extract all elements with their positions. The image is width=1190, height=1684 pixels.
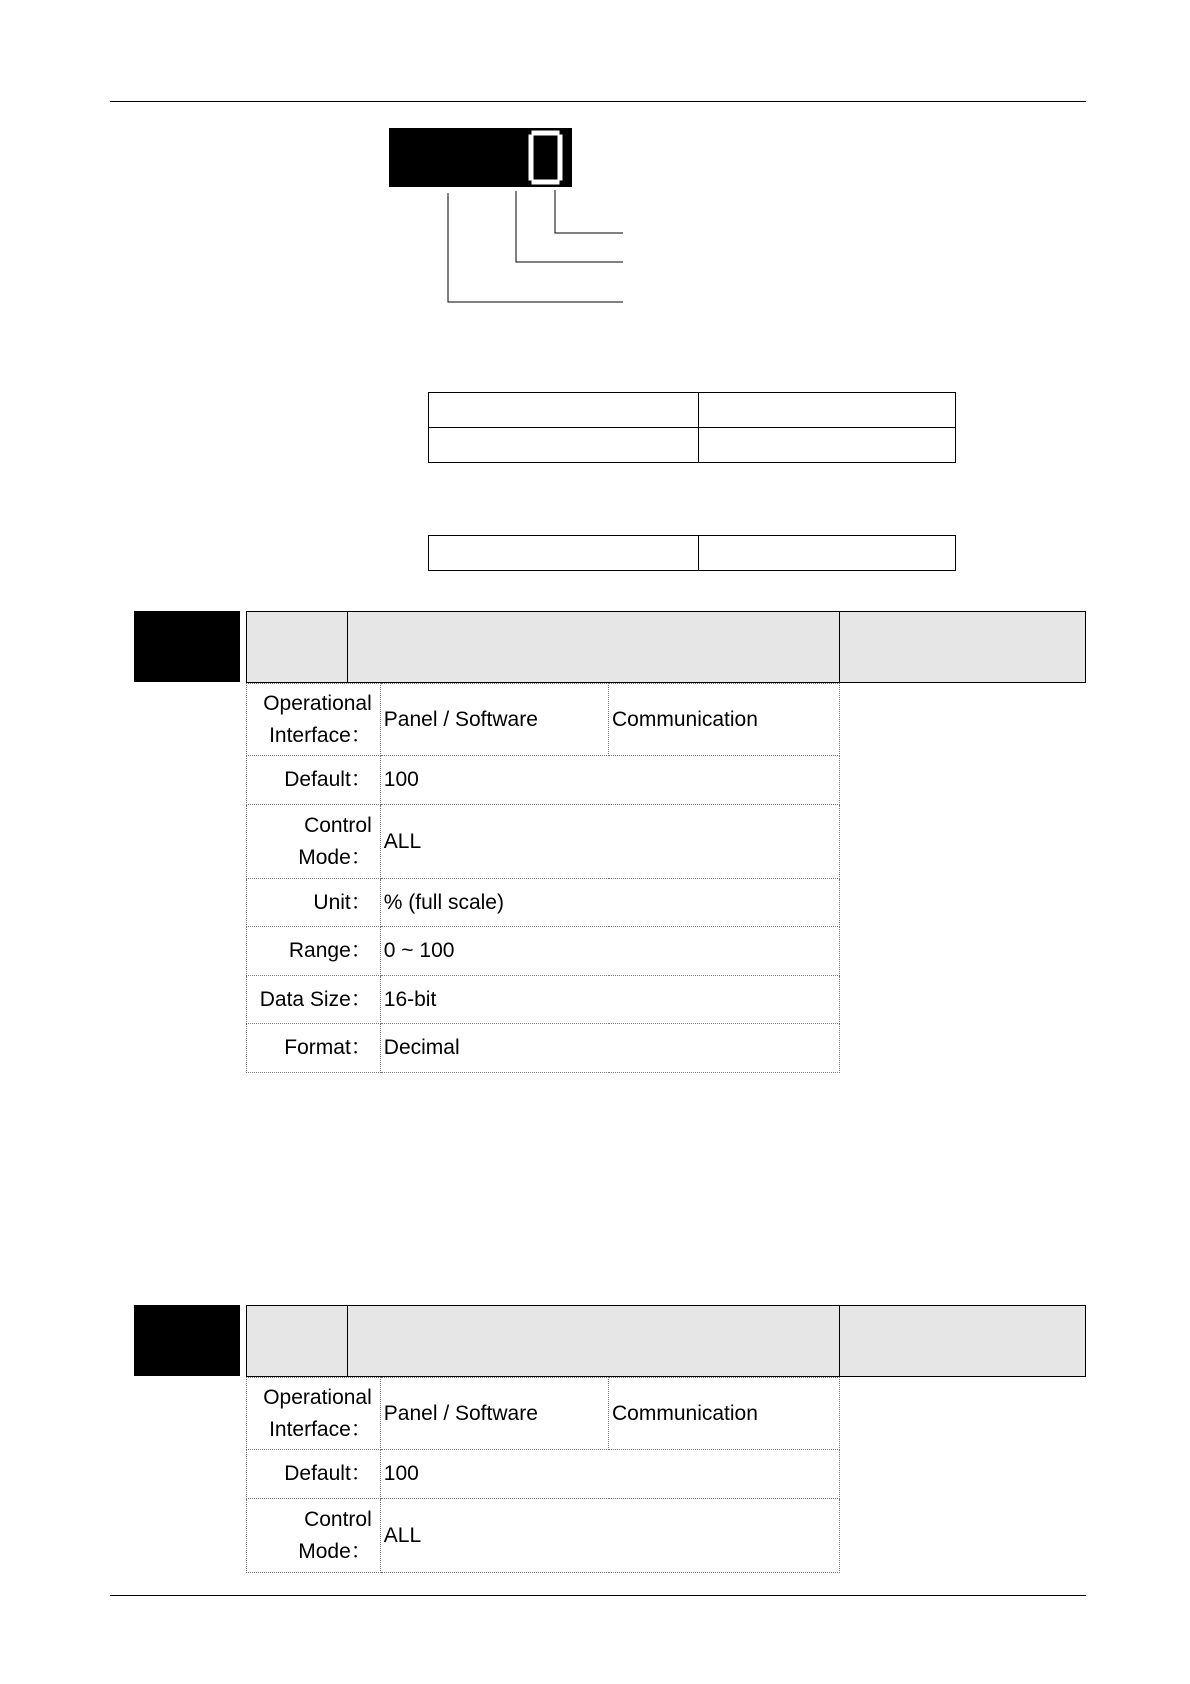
row-default xyxy=(247,1450,840,1499)
parameter-header xyxy=(246,1305,1086,1377)
default-label: Default： xyxy=(247,756,381,805)
interface-panel-value: Panel / Software xyxy=(380,1378,608,1450)
display-digit-zero xyxy=(389,128,572,187)
control-mode-label xyxy=(247,1499,381,1573)
row-operational-interface xyxy=(247,1378,840,1450)
default-label: Default： xyxy=(247,1450,381,1499)
row-range xyxy=(247,927,840,976)
unit-value: % (full scale) xyxy=(380,879,839,927)
range-label: Range： xyxy=(247,927,381,976)
row-format xyxy=(247,1024,840,1073)
row-default xyxy=(247,756,840,805)
setting-table-2 xyxy=(428,535,956,571)
footer-rule xyxy=(110,1595,1086,1596)
parameter-code-tab xyxy=(134,1305,240,1376)
control-label-line1: Control xyxy=(304,1507,372,1531)
control-label-line2: Mode： xyxy=(298,1539,372,1563)
control-mode-value: ALL xyxy=(380,805,839,879)
digit-callout-lines xyxy=(420,185,630,305)
control-label-line1: Control xyxy=(304,813,372,837)
parameter-code-tab xyxy=(134,611,240,682)
format-value: Decimal xyxy=(380,1024,839,1073)
interface-label-line2: Interface： xyxy=(269,723,372,747)
interface-comm-value: Communication xyxy=(609,684,840,756)
parameter-block-1 xyxy=(134,611,1086,1077)
interface-label-line1: Operational xyxy=(263,691,372,715)
header-rule xyxy=(110,101,1086,102)
control-label-line2: Mode： xyxy=(298,845,372,869)
interface-label xyxy=(247,684,381,756)
interface-label-line2: Interface： xyxy=(269,1417,372,1441)
data-size-value: 16-bit xyxy=(380,976,839,1024)
svg-text:0: 0 xyxy=(389,128,390,129)
format-label: Format： xyxy=(247,1024,381,1073)
interface-comm-value: Communication xyxy=(609,1378,840,1450)
control-mode-value: ALL xyxy=(380,1499,839,1573)
row-data-size xyxy=(247,976,840,1024)
default-value: 100 xyxy=(380,756,839,805)
seven-segment-display xyxy=(389,128,572,187)
interface-label xyxy=(247,1378,381,1450)
row-unit xyxy=(247,879,840,927)
control-mode-label xyxy=(247,805,381,879)
data-size-label: Data Size： xyxy=(247,976,381,1024)
parameter-table-1 xyxy=(246,683,840,1073)
setting-table-1 xyxy=(428,392,956,463)
interface-panel-value: Panel / Software xyxy=(380,684,608,756)
range-value: 0 ~ 100 xyxy=(380,927,839,976)
parameter-block-2 xyxy=(134,1305,1086,1575)
unit-label: Unit： xyxy=(247,879,381,927)
default-value: 100 xyxy=(380,1450,839,1499)
row-control-mode xyxy=(247,805,840,879)
row-control-mode xyxy=(247,1499,840,1573)
interface-label-line1: Operational xyxy=(263,1385,372,1409)
parameter-table-2 xyxy=(246,1377,840,1573)
row-operational-interface xyxy=(247,684,840,756)
parameter-header xyxy=(246,611,1086,683)
